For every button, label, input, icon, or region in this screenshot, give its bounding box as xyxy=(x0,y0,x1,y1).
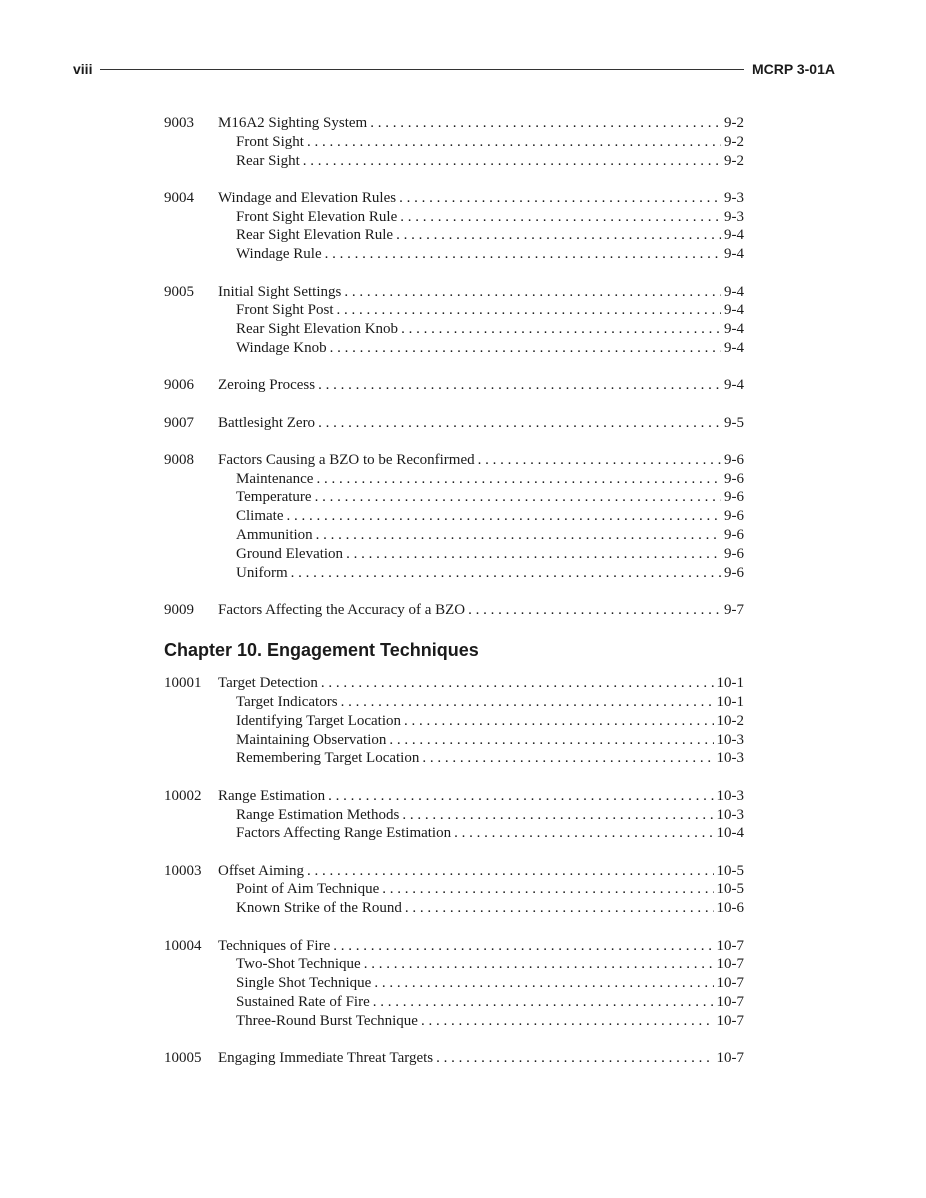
toc-subentry xyxy=(164,712,744,731)
page-ref: 10-7 xyxy=(716,956,744,973)
toc-group-chapter-10 xyxy=(164,674,744,1068)
page-ref: 10-3 xyxy=(716,806,744,823)
dot-leader xyxy=(373,993,714,1012)
entry-title: Battlesight Zero xyxy=(218,414,316,431)
toc-subentry xyxy=(164,226,744,245)
page-ref: 10-1 xyxy=(716,694,744,711)
toc-subentry xyxy=(164,899,744,918)
toc-section xyxy=(164,283,744,358)
dot-leader xyxy=(454,824,713,843)
dot-leader xyxy=(330,339,721,358)
page-ref: 10-3 xyxy=(716,750,744,767)
dot-leader xyxy=(370,114,721,133)
toc-group-chapter-9 xyxy=(164,114,744,620)
dot-leader xyxy=(333,937,713,956)
page-ref: 10-2 xyxy=(716,712,744,729)
page-ref: 10-7 xyxy=(716,975,744,992)
dot-leader xyxy=(316,470,721,489)
page-ref: 9-4 xyxy=(724,321,744,338)
dot-leader xyxy=(316,526,721,545)
dot-leader xyxy=(405,899,714,918)
subentry-title: Three-Round Burst Technique xyxy=(236,1012,418,1029)
subentry-title: Windage Knob xyxy=(236,339,327,356)
dot-leader xyxy=(328,787,713,806)
toc-entry xyxy=(164,114,744,133)
toc-entry xyxy=(164,414,744,433)
page-ref: 10-5 xyxy=(716,881,744,898)
subentry-title: Rear Sight Elevation Rule xyxy=(236,227,394,244)
dot-leader xyxy=(321,674,714,693)
dot-leader xyxy=(341,693,714,712)
toc-entry xyxy=(164,787,744,806)
toc-subentry xyxy=(164,507,744,526)
subentry-title: Maintenance xyxy=(236,470,314,487)
dot-leader xyxy=(478,451,721,470)
page-ref: 9-4 xyxy=(724,302,744,319)
toc-entry xyxy=(164,674,744,693)
section-number: 10001 xyxy=(164,675,202,692)
subentry-title: Factors Affecting Range Estimation xyxy=(236,825,452,842)
subentry-title: Remembering Target Location xyxy=(236,750,420,767)
page-ref: 9-6 xyxy=(724,508,744,525)
toc-entry xyxy=(164,937,744,956)
toc-subentry xyxy=(164,731,744,750)
running-header xyxy=(73,58,835,80)
page-ref: 10-6 xyxy=(716,900,744,917)
dot-leader xyxy=(422,749,713,768)
dot-leader xyxy=(287,507,722,526)
dot-leader xyxy=(404,712,713,731)
toc-section xyxy=(164,787,744,843)
dot-leader xyxy=(421,1012,714,1031)
page-ref: 9-6 xyxy=(724,527,744,544)
page-number-label: viii xyxy=(73,61,93,77)
toc-section xyxy=(164,376,744,395)
entry-title: Engaging Immediate Threat Targets xyxy=(218,1049,434,1066)
toc-subentry xyxy=(164,470,744,489)
page-ref: 10-7 xyxy=(716,1049,744,1066)
dot-leader xyxy=(325,245,721,264)
dot-leader xyxy=(399,189,721,208)
page-ref: 9-4 xyxy=(724,227,744,244)
toc-entry xyxy=(164,376,744,395)
dot-leader xyxy=(389,731,713,750)
toc-subentry xyxy=(164,152,744,171)
dot-leader xyxy=(364,955,714,974)
section-number: 10003 xyxy=(164,862,202,879)
subentry-title: Front Sight Post xyxy=(236,302,334,319)
toc-subentry xyxy=(164,133,744,152)
subentry-title: Temperature xyxy=(236,489,312,506)
dot-leader xyxy=(291,564,721,583)
toc-entry xyxy=(164,189,744,208)
subentry-title: Ammunition xyxy=(236,527,313,544)
section-number: 10002 xyxy=(164,787,202,804)
table-of-contents xyxy=(164,114,744,1086)
page-ref: 9-2 xyxy=(724,133,744,150)
page-ref: 9-6 xyxy=(724,470,744,487)
toc-entry xyxy=(164,601,744,620)
dot-leader xyxy=(468,601,721,620)
toc-subentry xyxy=(164,564,744,583)
page-ref: 9-4 xyxy=(724,283,744,300)
subentry-title: Windage Rule xyxy=(236,246,322,263)
toc-subentry xyxy=(164,1012,744,1031)
toc-section xyxy=(164,1049,744,1068)
entry-title: Factors Affecting the Accuracy of a BZO xyxy=(218,601,466,618)
dot-leader xyxy=(307,133,721,152)
toc-entry xyxy=(164,451,744,470)
section-number: 10005 xyxy=(164,1049,202,1066)
document-id: MCRP 3-01A xyxy=(752,61,835,77)
subentry-title: Known Strike of the Round xyxy=(236,900,402,917)
subentry-title: Single Shot Technique xyxy=(236,975,372,992)
subentry-title: Uniform xyxy=(236,564,288,581)
section-number: 10004 xyxy=(164,937,202,954)
subentry-title: Rear Sight Elevation Knob xyxy=(236,321,399,338)
page-ref: 10-7 xyxy=(716,937,744,954)
dot-leader xyxy=(436,1049,713,1068)
subentry-title: Maintaining Observation xyxy=(236,731,387,748)
entry-title: Zeroing Process xyxy=(218,377,316,394)
section-number: 9008 xyxy=(164,451,194,468)
toc-subentry xyxy=(164,880,744,899)
subentry-title: Target Indicators xyxy=(236,694,338,711)
subentry-title: Point of Aim Technique xyxy=(236,881,380,898)
subentry-title: Two-Shot Technique xyxy=(236,956,361,973)
toc-entry xyxy=(164,862,744,881)
toc-section xyxy=(164,862,744,918)
header-rule xyxy=(100,69,744,70)
toc-subentry xyxy=(164,806,744,825)
subentry-title: Range Estimation Methods xyxy=(236,806,400,823)
toc-section xyxy=(164,189,744,264)
toc-subentry xyxy=(164,488,744,507)
entry-title: Range Estimation xyxy=(218,787,326,804)
toc-entry xyxy=(164,283,744,302)
toc-entry xyxy=(164,1049,744,1068)
subentry-title: Ground Elevation xyxy=(236,545,344,562)
subentry-title: Climate xyxy=(236,508,284,525)
toc-subentry xyxy=(164,993,744,1012)
page-ref: 10-1 xyxy=(716,675,744,692)
page-ref: 9-3 xyxy=(724,208,744,225)
entry-title: M16A2 Sighting System xyxy=(218,115,368,131)
page-ref: 9-6 xyxy=(724,451,744,468)
page-ref: 10-7 xyxy=(716,1012,744,1029)
page-ref: 9-4 xyxy=(724,377,744,394)
page-ref: 9-7 xyxy=(724,601,744,618)
toc-subentry xyxy=(164,526,744,545)
page-ref: 9-5 xyxy=(724,414,744,431)
subentry-title: Front Sight xyxy=(236,133,304,150)
dot-leader xyxy=(307,862,714,881)
dot-leader xyxy=(374,974,713,993)
page-ref: 10-4 xyxy=(716,825,744,842)
toc-subentry xyxy=(164,320,744,339)
toc-subentry xyxy=(164,208,744,227)
toc-subentry xyxy=(164,955,744,974)
entry-title: Offset Aiming xyxy=(218,862,304,879)
dot-leader xyxy=(318,376,721,395)
dot-leader xyxy=(346,545,721,564)
entry-title: Windage and Elevation Rules xyxy=(218,189,397,206)
dot-leader xyxy=(396,226,721,245)
page-ref: 9-3 xyxy=(724,189,744,206)
page-ref: 9-4 xyxy=(724,339,744,356)
toc-section xyxy=(164,114,744,170)
subentry-title: Sustained Rate of Fire xyxy=(236,993,370,1010)
toc-subentry xyxy=(164,245,744,264)
section-number: 9009 xyxy=(164,601,194,618)
section-number: 9004 xyxy=(164,189,194,206)
page-ref: 9-6 xyxy=(724,489,744,506)
dot-leader xyxy=(401,320,721,339)
page-ref: 9-6 xyxy=(724,545,744,562)
section-number: 9007 xyxy=(164,414,194,431)
entry-title: Techniques of Fire xyxy=(218,937,331,954)
entry-title: Factors Causing a BZO to be Reconfirmed xyxy=(218,451,475,468)
toc-subentry xyxy=(164,693,744,712)
page-ref: 10-3 xyxy=(716,787,744,804)
toc-section xyxy=(164,601,744,620)
toc-subentry xyxy=(164,301,744,320)
toc-subentry xyxy=(164,545,744,564)
dot-leader xyxy=(382,880,713,899)
section-number: 9003 xyxy=(164,115,194,131)
subentry-title: Identifying Target Location xyxy=(236,712,402,729)
dot-leader xyxy=(344,283,721,302)
page-ref: 9-2 xyxy=(724,152,744,169)
toc-section xyxy=(164,414,744,433)
toc-section xyxy=(164,451,744,583)
entry-title: Target Detection xyxy=(218,675,318,692)
toc-subentry xyxy=(164,974,744,993)
dot-leader xyxy=(315,488,721,507)
section-number: 9006 xyxy=(164,377,194,394)
dot-leader xyxy=(402,806,713,825)
page-ref: 10-7 xyxy=(716,993,744,1010)
toc-section xyxy=(164,937,744,1031)
page-ref: 9-4 xyxy=(724,246,744,263)
page-ref: 9-6 xyxy=(724,564,744,581)
toc-subentry xyxy=(164,749,744,768)
entry-title: Initial Sight Settings xyxy=(218,283,342,300)
dot-leader xyxy=(318,414,721,433)
toc-section xyxy=(164,674,744,768)
page-ref: 9-2 xyxy=(724,115,744,131)
chapter-heading: Chapter 10. Engagement Techniques xyxy=(164,640,479,661)
dot-leader xyxy=(400,208,721,227)
page-ref: 10-5 xyxy=(716,862,744,879)
page-ref: 10-3 xyxy=(716,731,744,748)
dot-leader xyxy=(303,152,721,171)
toc-subentry xyxy=(164,824,744,843)
toc-subentry xyxy=(164,339,744,358)
dot-leader xyxy=(337,301,721,320)
section-number: 9005 xyxy=(164,283,194,300)
subentry-title: Rear Sight xyxy=(236,152,300,169)
subentry-title: Front Sight Elevation Rule xyxy=(236,208,398,225)
